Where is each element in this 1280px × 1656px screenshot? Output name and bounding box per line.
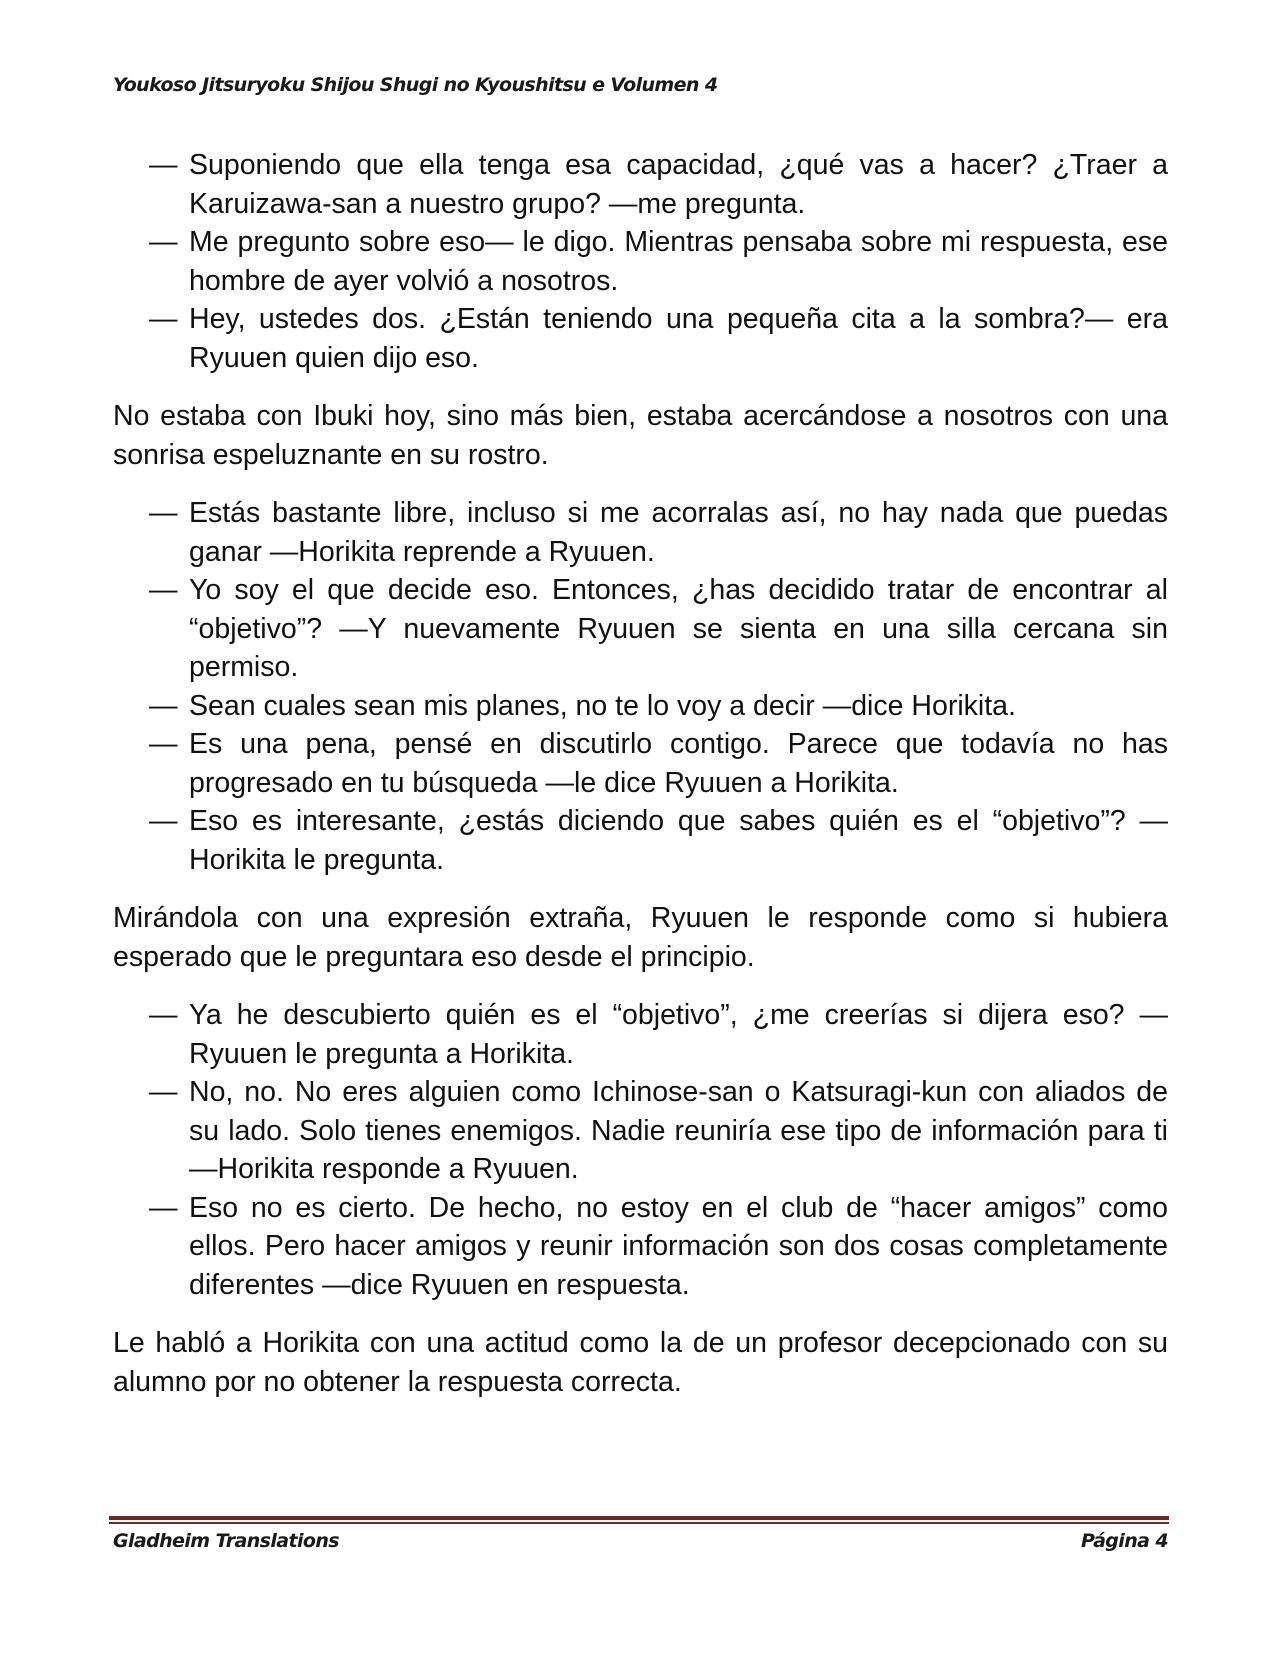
dialog-line: — Yo soy el que decide eso. Entonces, ¿has decidido tratar de encontrar al “objetivo”? —Y nuevamente Ryuuen se sienta en una silla cercana sin permiso. xyxy=(113,571,1168,687)
footer-divider-thin xyxy=(109,1522,1169,1524)
dialog-line: — Eso no es cierto. De hecho, no estoy en el club de “hacer amigos” como ellos. Pero hacer amigos y reunir información son dos cosas completamente diferentes —dice Ryuuen en respuesta. xyxy=(113,1189,1168,1305)
dialog-line: — No, no. No eres alguien como Ichinose-san o Katsuragi-kun con aliados de su lado. Solo tienes enemigos. Nadie reuniría ese tipo de información para ti —Horikita responde a Ryuuen. xyxy=(113,1073,1168,1189)
narration-paragraph: Le habló a Horikita con una actitud como la de un profesor decepcionado con su alumno por no obtener la respuesta correcta. xyxy=(113,1327,1168,1398)
dialog-line: — Hey, ustedes dos. ¿Están teniendo una pequeña cita a la sombra?— era Ryuuen quien dijo eso. xyxy=(113,300,1168,377)
document-body xyxy=(113,146,1168,1421)
dialog-line: — Ya he descubierto quién es el “objetivo”, ¿me creerías si dijera eso? — Ryuuen le pregunta a Horikita. xyxy=(113,996,1168,1073)
dialog-line: — Eso es interesante, ¿estás diciendo que sabes quién es el “objetivo”? — Horikita le pregunta. xyxy=(113,802,1168,879)
page-header-title: Youkoso Jitsuryoku Shijou Shugi no Kyoushitsu e Volumen 4 xyxy=(113,74,718,96)
footer-credit: Gladheim Translations xyxy=(113,1530,339,1552)
dialog-block xyxy=(113,996,1168,1304)
page-number: Página 4 xyxy=(1080,1530,1168,1552)
narration-paragraph: No estaba con Ibuki hoy, sino más bien, estaba acercándose a nosotros con una sonrisa espeluznante en su rostro. xyxy=(113,400,1168,471)
dialog-line: — Es una pena, pensé en discutirlo contigo. Parece que todavía no has progresado en tu búsqueda —le dice Ryuuen a Horikita. xyxy=(113,725,1168,802)
dialog-block xyxy=(113,146,1168,377)
footer-divider xyxy=(109,1516,1169,1524)
dialog-line: — Suponiendo que ella tenga esa capacidad, ¿qué vas a hacer? ¿Traer a Karuizawa-san a nuestro grupo? —me pregunta. xyxy=(113,146,1168,223)
footer-divider-thick xyxy=(109,1516,1169,1520)
dialog-line: — Estás bastante libre, incluso si me acorralas así, no hay nada que puedas ganar —Horikita reprende a Ryuuen. xyxy=(113,494,1168,571)
dialog-line: — Me pregunto sobre eso— le digo. Mientras pensaba sobre mi respuesta, ese hombre de ayer volvió a nosotros. xyxy=(113,223,1168,300)
dialog-line: — Sean cuales sean mis planes, no te lo voy a decir —dice Horikita. xyxy=(113,687,1168,726)
narration-paragraph: Mirándola con una expresión extraña, Ryuuen le responde como si hubiera esperado que le preguntara eso desde el principio. xyxy=(113,902,1168,973)
dialog-block xyxy=(113,494,1168,879)
